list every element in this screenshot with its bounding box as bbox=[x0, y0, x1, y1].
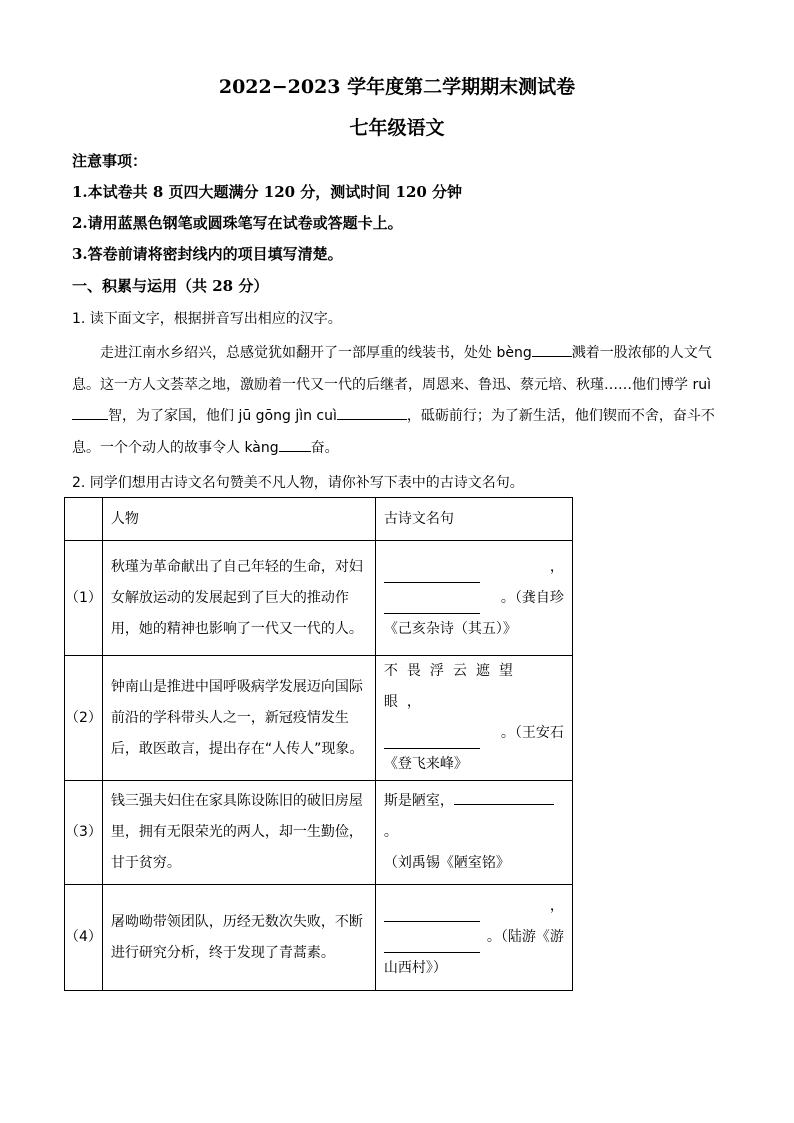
question-1-passage bbox=[72, 338, 732, 464]
row-quote bbox=[375, 885, 572, 991]
answer-blank[interactable] bbox=[384, 595, 480, 614]
passage-text: 奋。 bbox=[310, 439, 339, 456]
row-quote bbox=[375, 781, 572, 885]
note-item-1: 1.本试卷共 8 页四大题满分 120 分，测试时间 120 分钟 bbox=[72, 183, 463, 201]
table-row bbox=[65, 781, 573, 885]
table-header-quote: 古诗文名句 bbox=[375, 498, 572, 541]
row-number: （4） bbox=[65, 885, 103, 991]
quote-text: ， bbox=[549, 558, 564, 575]
table-row bbox=[65, 656, 573, 781]
answer-blank[interactable] bbox=[384, 730, 480, 749]
note-item-3: 3.答卷前请将密封线内的项目填写清楚。 bbox=[72, 245, 343, 263]
quote-text: 不畏浮云遮望眼， bbox=[383, 663, 522, 710]
row-person: 屠呦呦带领团队，历经无数次失败，不断进行研究分析，终于发现了青蒿素。 bbox=[102, 885, 375, 991]
quote-text: （刘禹锡《陋室铭》 bbox=[383, 855, 510, 871]
quote-text: 斯是陋室， bbox=[383, 793, 454, 809]
question-2-prompt: 2. 同学们想用古诗文名句赞美不凡人物，请你补写下表中的古诗文名句。 bbox=[72, 475, 524, 491]
quote-table bbox=[64, 497, 573, 991]
table-header-person: 人物 bbox=[102, 498, 375, 541]
question-1-prompt: 1. 读下面文字，根据拼音写出相应的汉字。 bbox=[72, 311, 342, 327]
answer-blank[interactable] bbox=[384, 934, 480, 953]
quote-text: 《己亥杂诗（其五）》 bbox=[383, 620, 517, 637]
quote-text: 。（王安石 bbox=[500, 725, 564, 741]
table-row bbox=[65, 885, 573, 991]
notes-heading: 注意事项： bbox=[72, 152, 148, 170]
table-header-row bbox=[65, 498, 573, 541]
table-row bbox=[65, 541, 573, 656]
exam-subtitle: 七年级语文 bbox=[349, 117, 445, 139]
section-heading: 一、积累与运用（共 28 分） bbox=[72, 277, 269, 295]
passage-text: ，砥砺前行；为了新生活，他们锲而不舍，奋斗不息。一个个动人的故事令人 kàng bbox=[72, 408, 715, 456]
quote-text: 。（龚自珍 bbox=[500, 589, 564, 606]
answer-blank[interactable] bbox=[72, 405, 108, 420]
answer-blank[interactable] bbox=[532, 342, 572, 357]
answer-blank[interactable] bbox=[384, 903, 480, 922]
quote-text: 。 bbox=[383, 824, 398, 840]
row-person: 钟南山是推进中国呼吸病学发展迈向国际前沿的学科带头人之一，新冠疫情发生后，敢医敢言，提出存在“人传人”现象。 bbox=[102, 656, 375, 781]
passage-text: 智，为了家国，他们 jū gōng jìn cuì bbox=[108, 408, 337, 424]
passage-text: 溅着一股浓郁的人文气息。这一方人文荟萃之地，激励着一代又一代的后继者，周恩来、鲁迅、蔡元培、秋瑾……他们博学 ruì bbox=[72, 345, 712, 393]
row-number: （2） bbox=[65, 656, 103, 781]
quote-text: 《登飞来峰》 bbox=[383, 756, 468, 772]
answer-blank[interactable] bbox=[337, 405, 407, 420]
passage-text: 走进江南水乡绍兴，总感觉犹如翻开了一部厚重的线装书，处处 bèng bbox=[100, 345, 532, 361]
answer-blank[interactable] bbox=[454, 786, 554, 805]
row-number: （3） bbox=[65, 781, 103, 885]
table-header-cell bbox=[65, 498, 103, 541]
quote-text: 山西村》） bbox=[383, 960, 447, 976]
exam-title: 2022−2023 学年度第二学期期末测试卷 bbox=[218, 76, 576, 98]
row-person: 秋瑾为革命献出了自己年轻的生命，对妇女解放运动的发展起到了巨大的推动作用，她的精神也影响了一代又一代的人。 bbox=[102, 541, 375, 656]
row-quote bbox=[375, 541, 572, 656]
row-number: （1） bbox=[65, 541, 103, 656]
quote-text: ， bbox=[549, 898, 564, 914]
quote-text: 。（陆游《游 bbox=[486, 929, 564, 945]
answer-blank[interactable] bbox=[279, 437, 311, 452]
row-quote bbox=[375, 656, 572, 781]
note-item-2: 2.请用蓝黑色钢笔或圆珠笔写在试卷或答题卡上。 bbox=[72, 214, 403, 232]
answer-blank[interactable] bbox=[384, 564, 480, 583]
row-person: 钱三强夫妇住在家具陈设陈旧的破旧房屋里，拥有无限荣光的两人，却一生勤俭，甘于贫穷。 bbox=[102, 781, 375, 885]
